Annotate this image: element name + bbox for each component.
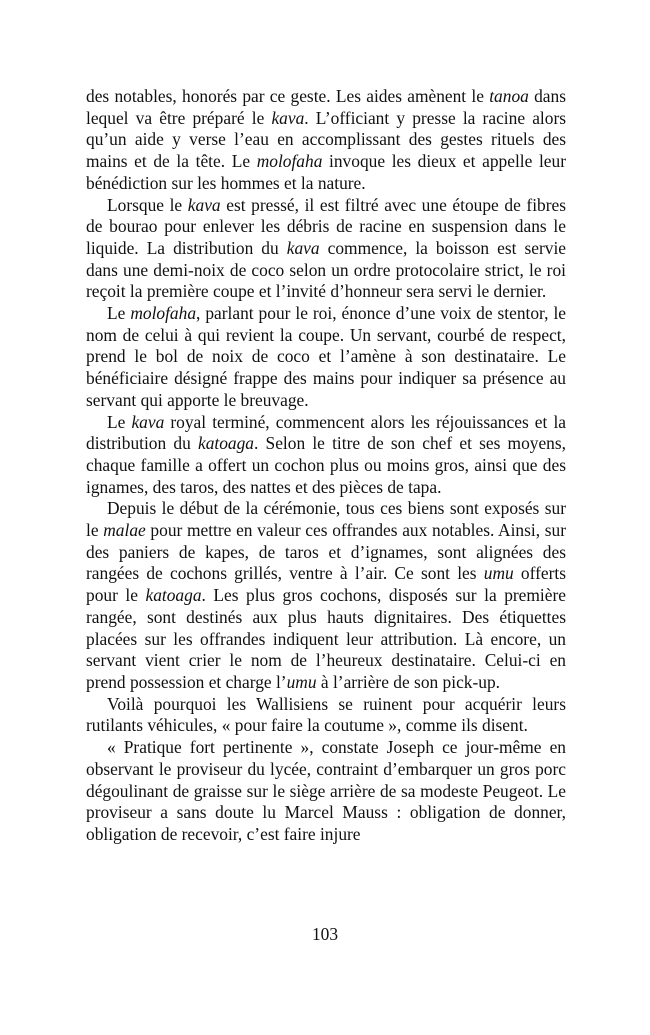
text-run: . Selon le titre de son chef et ses moyens, chaque famille a offert un cochon plus ou moins gros, ainsi que des ignames, des taros, des nattes et des pièces de tapa. xyxy=(86,433,566,497)
paragraph xyxy=(86,694,566,737)
paragraph xyxy=(86,303,566,412)
paragraph xyxy=(86,737,566,846)
text-run: à l’arrière de son pick-up. xyxy=(316,671,501,692)
text-run: est pressé, il est filtré avec une étoupe de fibres de bourao pour enlever les débris de racine en suspension dans le liquide. La distribution du xyxy=(86,194,567,258)
text-run: commence, la boisson est servie dans une demi-noix de coco selon un ordre protocolaire strict, le roi reçoit la première coupe et l’invité d’honneur sera servi le dernier. xyxy=(86,237,567,302)
italic-term: molofaha xyxy=(256,151,323,172)
text-run: pour mettre en valeur ces offrandes aux notables. Ainsi, sur des paniers de kapes, de taros et d’ignames, sont alignées des rangées de cochons grillés, ventre à l’air. Ce sont les xyxy=(86,520,566,584)
text-run: des notables, honorés par ce geste. Les aides amènent le xyxy=(86,86,490,106)
text-run: . Les plus gros cochons, disposés sur la première rangée, sont destinés aux plus hauts dignitaires. Des étiquettes placées sur les offrandes indiquent leur attribution. Là encore, un servant vient crier le nom de l’heureux destinataire. Celui-ci en prend possession et charge l’ xyxy=(86,585,566,692)
text-run: Lorsque le xyxy=(107,194,188,215)
italic-term: katoaga xyxy=(197,433,254,454)
italic-term: malae xyxy=(103,520,146,541)
page-body xyxy=(86,86,566,846)
italic-term: kava xyxy=(271,107,305,128)
text-run: Depuis le début de la cérémonie, tous ces biens sont exposés sur le xyxy=(86,498,566,541)
paragraph xyxy=(86,195,566,304)
text-run: dans lequel va être préparé le xyxy=(86,86,566,128)
text-run: , parlant pour le roi, énonce d’une voix de stentor, le nom de celui à qui revient la coupe. Un servant, courbé de respect, prend le bol de noix de coco et l’amène à son destinataire. Le bénéficiaire désigné frappe des mains pour indiquer sa présence au servant qui apporte le breuvage. xyxy=(86,303,566,410)
page-number: 103 xyxy=(311,924,339,944)
paragraph xyxy=(86,412,566,499)
text-run: « Pratique fort pertinente », constate Joseph ce jour-même en observant le proviseur du lycée, contraint d’embarquer un gros porc dégoulinant de graisse sur le siège arrière de sa modeste Peugeot. Le proviseur a sans doute lu Marcel Mauss : obligation de donner, obligation de recevoir, c’est faire injure xyxy=(86,737,566,844)
paragraph xyxy=(86,86,566,195)
italic-term: kava xyxy=(286,237,320,258)
italic-term: tanoa xyxy=(489,86,529,106)
italic-term: umu xyxy=(483,563,514,584)
italic-term: umu xyxy=(286,671,317,692)
text-run: Le xyxy=(107,411,132,432)
text-run: Voilà pourquoi les Wallisiens se ruinent pour acquérir leurs rutilants véhicules, « pour faire la coutume », comme ils disent. xyxy=(86,693,566,736)
italic-term: katoaga xyxy=(145,585,202,606)
italic-term: kava xyxy=(131,411,165,432)
text-run: invoque les dieux et appelle leur bénédiction sur les hommes et la nature. xyxy=(86,151,566,193)
italic-term: molofaha xyxy=(130,303,197,324)
text-run: . L’officiant y presse la racine alors qu’un aide y verse l’eau en accomplissant des gestes rituels des mains et de la tête. Le xyxy=(86,107,566,172)
text-run: offerts pour le xyxy=(86,563,567,606)
italic-term: kava xyxy=(187,194,221,215)
paragraph xyxy=(86,498,566,693)
text-run: royal terminé, commencent alors les réjouissances et la distribution du xyxy=(86,411,566,454)
text-run: Le xyxy=(107,303,131,324)
